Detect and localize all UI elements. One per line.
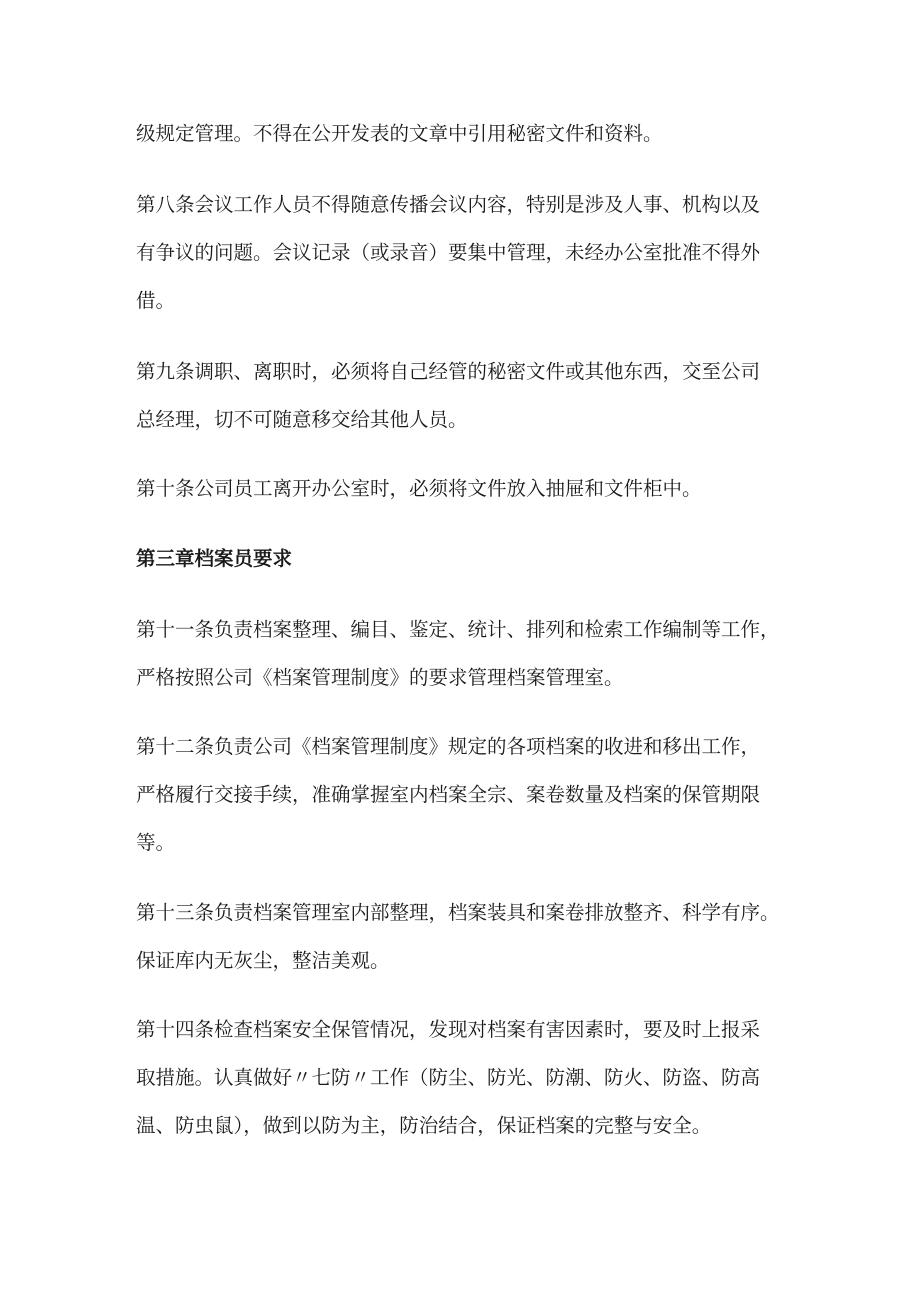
text-line: 第十四条检查档案安全保管情况，发现对档案有害因素时，要及时上报采 [136,1018,761,1041]
text-line: 第十二条负责公司《档案管理制度》规定的各项档案的收进和移出工作， [136,735,761,758]
paragraph-article-14 [136,1006,796,1150]
text-line: 保证库内无灰尘，整洁美观。 [136,949,390,972]
text-line: 第九条调职、离职时，必须将自己经管的秘密文件或其他东西，交至公司 [136,360,761,383]
paragraph-continuation [136,110,796,158]
text-line: 严格按照公司《档案管理制度》的要求管理档案管理室。 [136,666,624,689]
text-line: 取措施。认真做好〃七防〃工作（防尘、防光、防潮、防火、防盗、防高 [136,1066,761,1089]
text-line: 第十三条负责档案管理室内部整理，档案装具和案卷排放整齐、科学有序。 [136,901,780,924]
paragraph-article-10 [136,465,796,513]
text-line: 严格履行交接手续，准确掌握室内档案全宗、案卷数量及档案的保管期限 [136,783,761,806]
text-line: 第十一条负责档案整理、编目、鉴定、统计、排列和检索工作编制等工作， [136,618,780,641]
text-line: 有争议的问题。会议记录（或录音）要集中管理，未经办公室批准不得外 [136,241,761,264]
paragraph-article-11 [136,606,796,702]
paragraph-article-8 [136,181,796,325]
paragraph-article-9 [136,348,796,444]
paragraph-article-13 [136,889,796,985]
chapter-heading: 第三章档案员要求 [136,547,293,570]
text-line: 等。 [136,831,176,854]
text-line: 温、防虫鼠），做到以防为主，防治结合，保证档案的完整与安全。 [136,1114,712,1137]
text-line: 总经理，切不可随意移交给其他人员。 [136,408,468,431]
paragraph-article-12 [136,723,796,867]
text-line: 第八条会议工作人员不得随意传播会议内容，特别是涉及人事、机构以及 [136,193,761,216]
text-line: 级规定管理。不得在公开发表的文章中引用秘密文件和资料。 [136,122,663,145]
text-line: 第十条公司员工离开办公室时，必须将文件放入抽屉和文件柜中。 [136,477,702,500]
text-line: 借。 [136,289,176,312]
